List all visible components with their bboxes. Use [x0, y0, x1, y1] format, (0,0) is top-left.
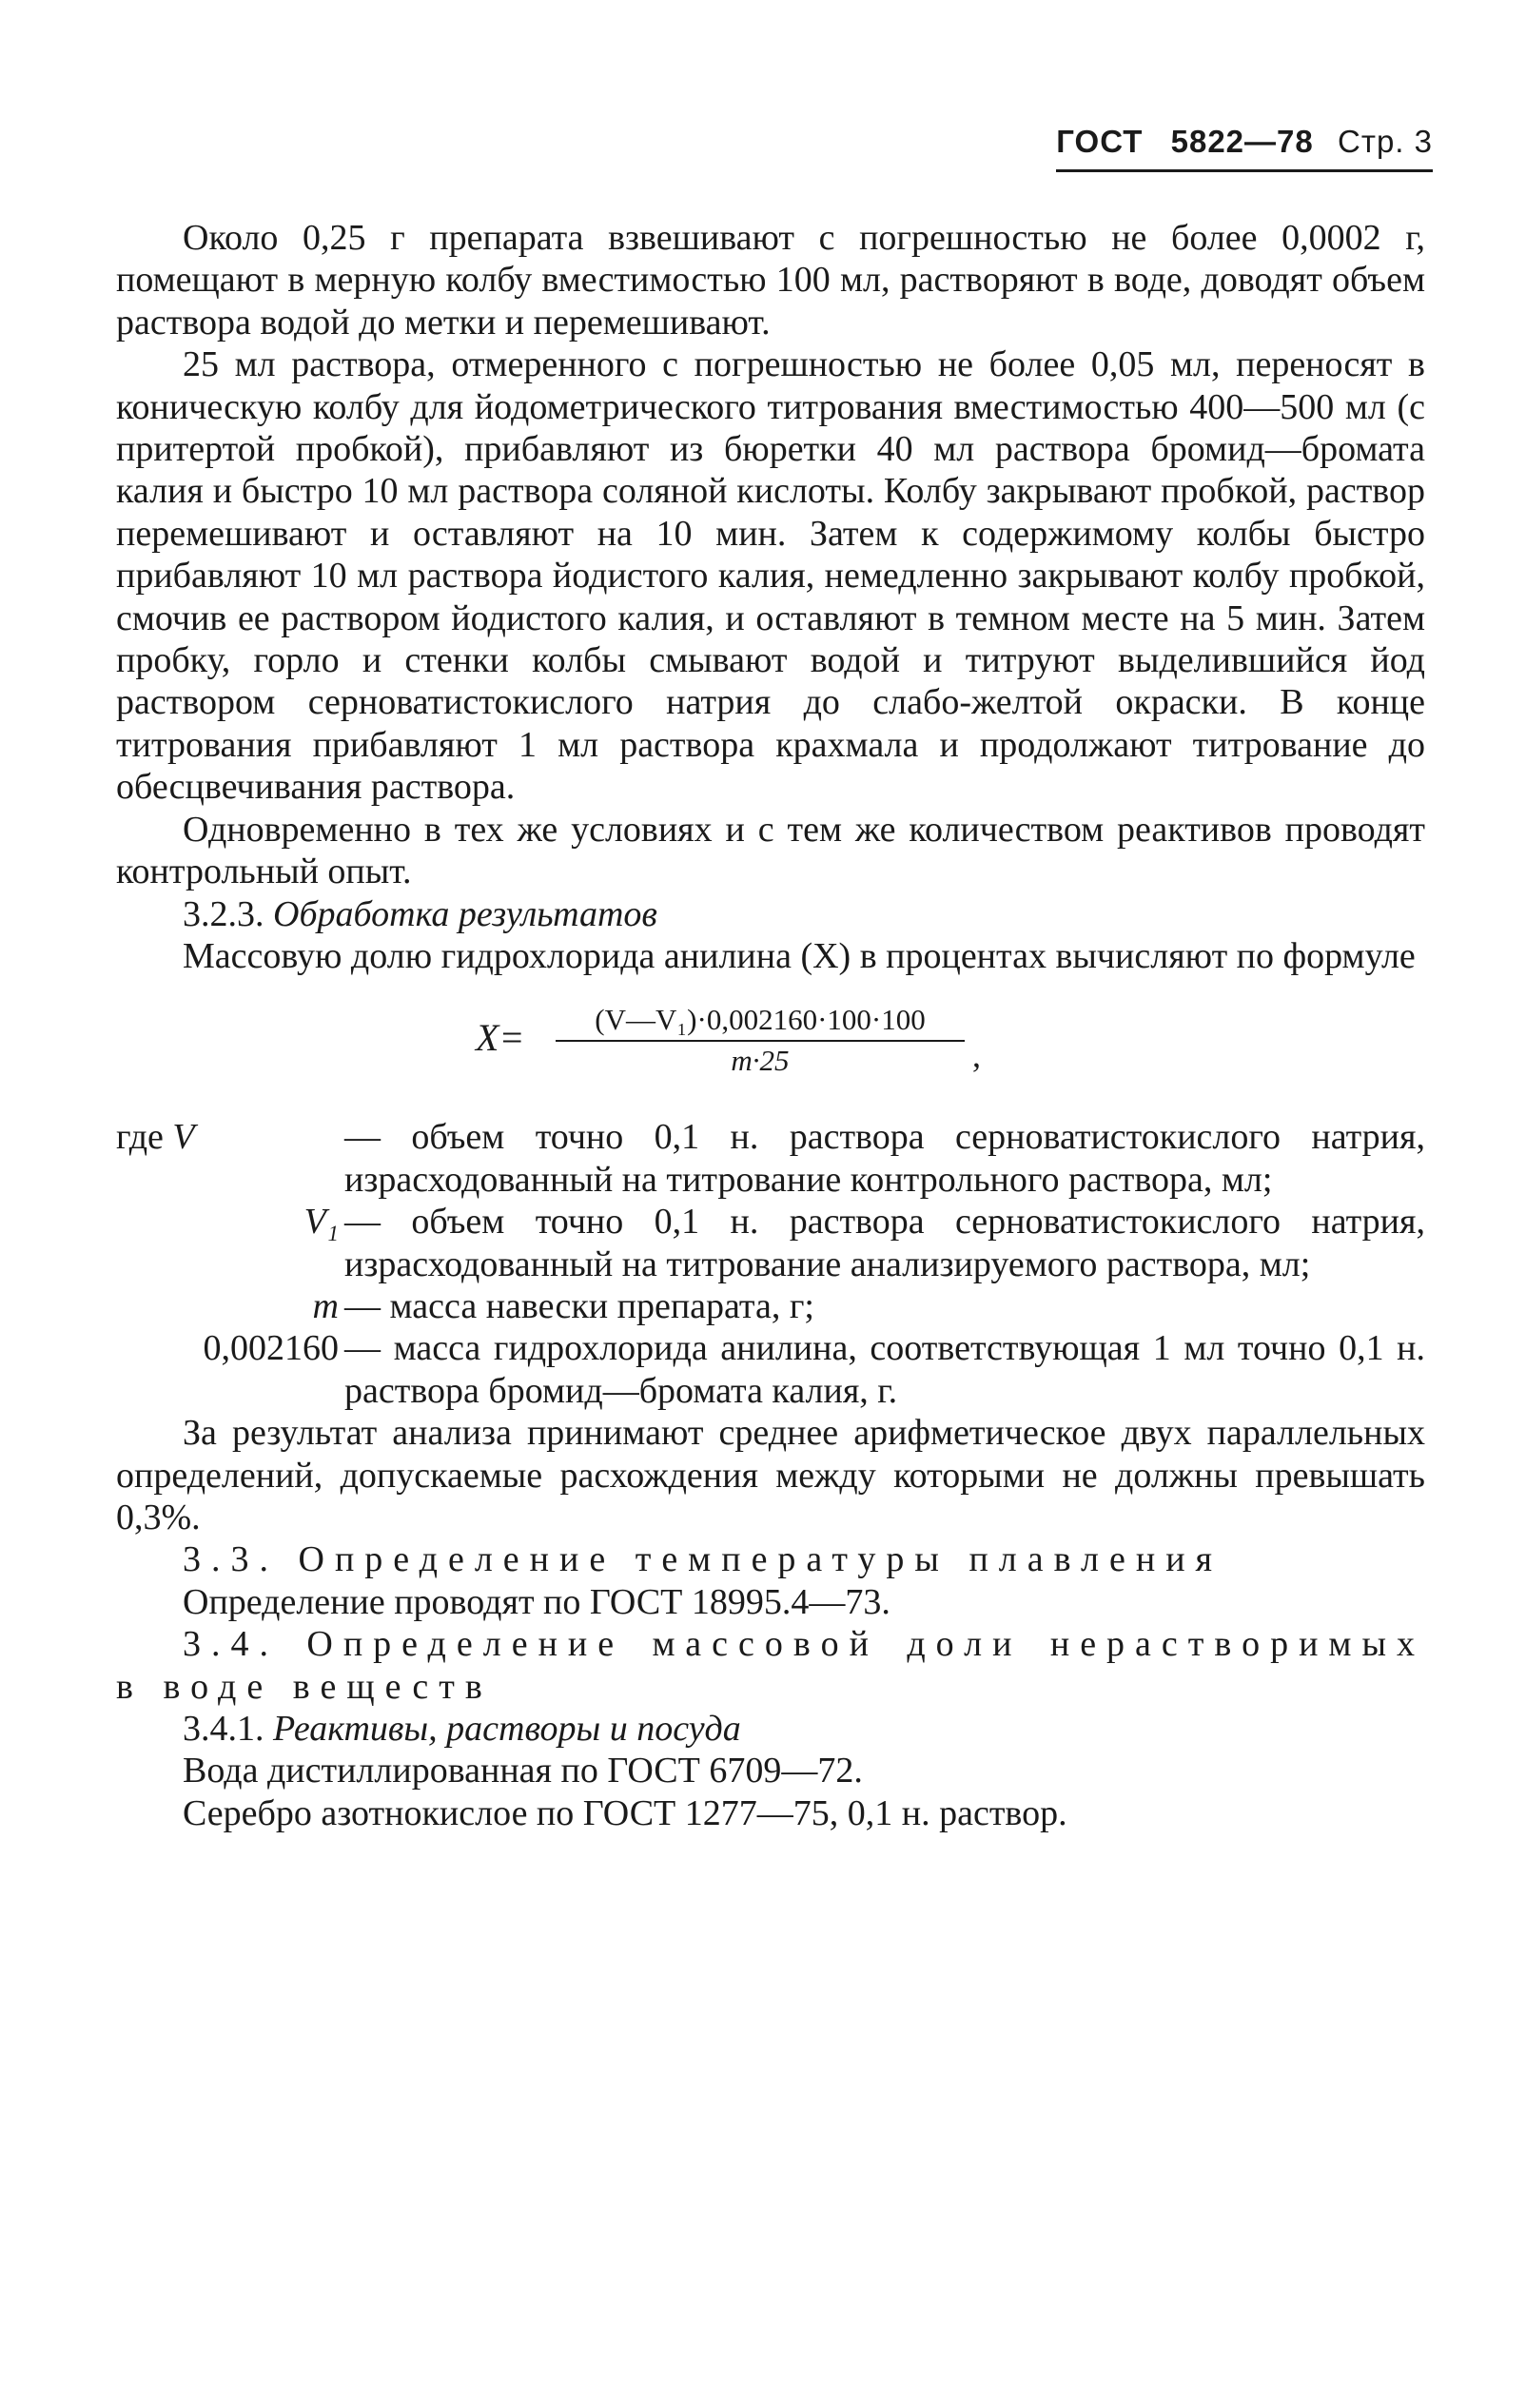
- paragraph-sample-prep: Около 0,25 г препарата взвешивают с погрешностью не более 0,0002 г, помещают в мерную колбу вместимостью 100 мл, растворяют в воде, доводят объем раствора водой до метки и перемешивают.: [116, 218, 1425, 343]
- formula-comma: ,: [972, 1036, 981, 1075]
- section-3-4-1-heading: [116, 1708, 1425, 1750]
- formula-denominator: m·25: [731, 1044, 790, 1078]
- section-title: Реактивы, растворы и посуда: [273, 1709, 741, 1749]
- definition-row: [116, 1327, 1425, 1412]
- definition-row: [116, 1116, 1425, 1201]
- standard-number: 5822—78: [1170, 124, 1314, 159]
- paragraph-water: Вода дистиллированная по ГОСТ 6709—72.: [183, 1751, 863, 1791]
- formula-lhs: X=: [476, 1016, 525, 1060]
- formula: [116, 1000, 1425, 1095]
- definition-symbol: V₁: [303, 1202, 339, 1243]
- section-3-3-heading: 3.3. Определение температуры плавления: [183, 1539, 1223, 1580]
- standard-label: ГОСТ: [1056, 124, 1144, 159]
- definition-row: [116, 1201, 1425, 1285]
- definition-text: — масса навески препарата, г;: [344, 1285, 814, 1326]
- section-3-2-3-heading: [116, 893, 1425, 935]
- body-text: [116, 217, 1425, 1834]
- paragraph-formula-intro: Массовую долю гидрохлорида анилина (X) в процентах вычисляют по формуле: [183, 935, 1416, 976]
- section-number: 3.4.1.: [183, 1709, 264, 1749]
- definition-symbol: m: [312, 1285, 339, 1326]
- paragraph-control: Одновременно в тех же условиях и с тем же количеством реактивов проводят контрольный опыт.: [116, 809, 1425, 892]
- where-word: где: [116, 1117, 164, 1158]
- definitions-list: [116, 1116, 1425, 1412]
- definition-symbol: 0,002160: [203, 1328, 339, 1369]
- definition-row: [116, 1285, 1425, 1327]
- definition-text: — объем точно 0,1 н. раствора серноватистокислого натрия, израсходованный на титрование контрольного раствора, мл;: [344, 1117, 1425, 1200]
- paragraph-titration: 25 мл раствора, отмеренного с погрешностью не более 0,05 мл, переносят в коническую колбу для йодометрического титрования вместимостью 400—500 мл (с притертой пробкой), прибавляют из бюретки 40 мл раствора бромид—бромата калия и быстро 10 мл раствора соляной кислоты. Колбу закрывают пробкой, раствор перемешивают и оставляют на 10 мин. Затем к содержимому колбы быстро прибавляют 10 мл раствора йодистого калия, немедленно закрывают колбу пробкой, смочив ее раствором йодистого калия, и оставляют в темном месте на 5 мин. Затем пробку, горло и стенки колбы смывают водой и титруют выделившийся йод раствором серноватистокислого натрия до слабо-желтой окраски. В конце титрования прибавляют 1 мл раствора крахмала и продолжают титрование до обесцвечивания раствора.: [116, 344, 1425, 808]
- paragraph-melting-point: Определение проводят по ГОСТ 18995.4—73.: [183, 1581, 890, 1622]
- symbol-V: V: [172, 1117, 195, 1158]
- section-title: Обработка результатов: [273, 893, 657, 934]
- paragraph-result: За результат анализа принимают среднее арифметическое двух параллельных определений, допускаемые расхождения между которыми не должны превышать 0,3%.: [116, 1413, 1425, 1537]
- formula-fraction: [556, 1000, 965, 1080]
- paragraph-silver-nitrate: Серебро азотнокислое по ГОСТ 1277—75, 0,1 н. раствор.: [183, 1792, 1067, 1833]
- page-number: Стр. 3: [1338, 124, 1433, 159]
- definition-text: — объем точно 0,1 н. раствора серноватистокислого натрия, израсходованный на титрование анализируемого раствора, мл;: [344, 1202, 1425, 1284]
- section-3-4-heading: 3.4. Определение массовой доли нерастворимых в воде веществ: [116, 1624, 1425, 1707]
- section-number: 3.2.3.: [183, 893, 264, 934]
- definition-symbol: [116, 1116, 344, 1158]
- definition-text: — масса гидрохлорида анилина, соответствующая 1 мл точно 0,1 н. раствора бромид—бромата калия, г.: [344, 1328, 1425, 1411]
- page-header: [1056, 124, 1433, 172]
- formula-numerator: (V—V₁)·0,002160·100·100: [556, 1000, 965, 1042]
